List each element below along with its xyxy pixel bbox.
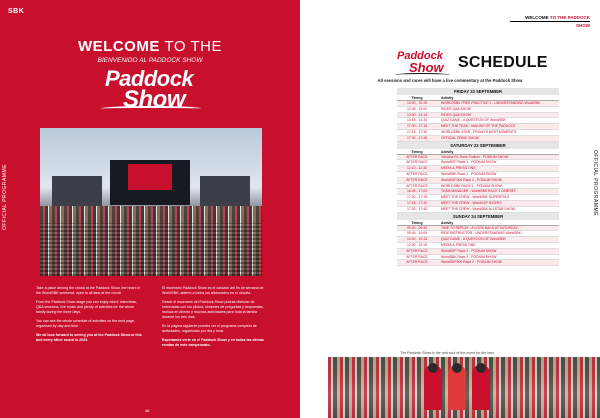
schedule-activity: WORLDSBK STAR - FRIDAY'S BEST MOMENTS [441,129,517,134]
schedule-activity: MEET THE CREW - WorldSBK SUPERPOLE [441,195,510,200]
schedule-activity: RIDE INSTRUCTOR - UNDERSTANDING WorldSBK [441,231,522,236]
schedule-time: AFTER RACE [406,248,428,253]
side-tab: OFFICIAL PROGRAMME [592,150,598,217]
schedule-activity: TEAM MANAGER - WorldSBK RACE 1 DEBRIEF [441,189,516,194]
schedule-time: 09:45 - 10:00 [407,231,427,236]
schedule-time: 16:45 - 17:00 [407,189,427,194]
schedule-row [397,260,559,266]
side-tab: OFFICIAL PROGRAMME [2,163,8,230]
schedule-table [397,88,559,266]
activity-header: Activity [441,149,454,154]
schedule-activity: MEDIA & PRESS ONE [441,242,476,247]
schedule-time: 17:00 - 17:15 [407,124,427,129]
schedule-activity: WorldSSP300 Race 1 - PODIUM SHOW [441,177,502,182]
welcome-subtitle: BIENVENIDO AL PADDOCK SHOW [97,57,203,64]
welcome-heading [0,38,300,64]
activity-header: Activity [441,220,454,225]
schedule-time: AFTER RACE [406,260,428,265]
schedule-subtitle: All sessions and races will have a live commentary at the Paddock Show [377,78,523,83]
welcome-title: WELCOME [78,38,160,55]
schedule-activity: MEET THE CREW - WorldSBK ALLSTAR SHOW [441,206,515,211]
schedule-time: 17:15 - 17:30 [407,129,427,134]
schedule-time: AFTER RACE [406,177,428,182]
schedule-time: 12:00 - 12:15 [407,242,427,247]
schedule-activity: TIME TO REPLAY - A LOOK BACK AT SATURDAY [441,225,518,230]
page-number: 46 [145,408,150,413]
schedule-time: AFTER RACE [406,183,428,188]
schedule-time: 17:30 - 17:45 [407,206,427,211]
schedule-time: AFTER RACE [406,160,428,165]
schedule-title: SCHEDULE [458,54,548,71]
activity-header: Activity [441,96,454,100]
welcome-to: TO THE [164,38,222,55]
schedule-time: 13:00 - 13:15 [407,112,427,117]
schedule-activity: QUIZ GAME - A QUESTION OF WorldSBK [441,118,506,123]
schedule-time: 17:30 - 17:45 [407,135,427,140]
schedule-activity: WORLDSBK FREE PRACTICE 1 - UNDERSTANDING WorldSBK [441,101,541,105]
schedule-time: AFTER RACE [406,254,428,259]
timing-header: Timing [411,149,423,154]
schedule-activity: QUIZ GAME - A QUESTION OF WorldSBK [441,237,506,242]
schedule-activity: WorldSBK Race 1 - PODIUM SHOW [441,171,497,176]
schedule-activity: Yamaha R1 Race Podium - PODIUM SHOW [441,154,509,159]
schedule-time: AFTER RACE [406,171,428,176]
schedule-activity: MEET THE TEAM - MAKING OF THE PADDOCK [441,124,516,129]
paddock-show-logo: Paddock Show [105,66,200,114]
day-header: SATURDAY 23 SEPTEMBER [397,142,559,149]
schedule-time: 12:45 - 13:00 [407,106,427,111]
schedule-activity: WorldSBK Race 2 - PODIUM SHOW [441,254,497,259]
schedule-activity: WorldSSP300 Race 2 - PODIUM SHOW [441,260,502,265]
schedule-activity: WORLDSBK RACE 1 - PODIUM SHOW [441,183,502,188]
schedule-activity: OFFICIAL DRIVE SHOW [441,135,479,140]
riders-photo [328,357,600,418]
schedule-time: 13:15 - 13:30 [407,118,427,123]
spanish-text-column: El escenario Paddock Show es el corazón del fin de semana de WorldSBK, abierto a todos los aficionados en el circuito. Desde el escenario del Paddock Show podrás disfrutar de entrevistas con los pilotos, sesiones de preguntas y respuestas, música en directo y muchas actividades para toda la familia durante los tres días. En la página siguiente puedes ver el programa completo de actividades, organizado por día y hora. Esperamos verte en el Paddock Show y en todas las demás rondas de este campeonato. [162,286,264,347]
english-text-column: Take a place among the crowd at the Paddock Show, the heart of the WorldSBK weekend, open to all fans at the circuit. From the Paddock Show stage you can enjoy riders' interviews, Q&A sessions, live music and plenty of activities for the whole family during the three days. You can see the whole schedule of activities on the next page, organised by day and time. We all look forward to seeing you at the Paddock Show at this and every other round in 2023. [36,286,142,342]
paddock-show-logo-small: Paddock Show [397,50,457,80]
right-page [300,0,600,418]
sbk-logo: SBK [8,8,25,15]
schedule-activity: RIDER Q&A SHOW [441,106,471,111]
schedule-time: 10:00 - 10:15 [407,237,427,242]
schedule-activity: RIDER Q&A SHOW [441,112,471,117]
schedule-activity: MEDIA & PRESS ONE [441,166,476,171]
running-header: WELCOME TO THE PADDOCK SHOW [510,14,590,22]
schedule-time: AFTER RACE [406,154,428,159]
day-header: SUNDAY 24 SEPTEMBER [397,213,559,220]
schedule-activity: MEET THE CREW - WorldSSP RIDERS [441,200,502,205]
schedule-time: 12:10 - 12:30 [407,166,427,171]
day-header: FRIDAY 22 SEPTEMBER [397,88,559,95]
timing-header: Timing [411,220,423,225]
schedule-activity: WorldSSP Race 2 - PODIUM SHOW [441,248,497,253]
timing-header: Timing [411,96,423,100]
schedule-time: 17:15 - 17:30 [407,200,427,205]
schedule-time: 10:30 - 10:45 [407,101,427,105]
schedule-activity: WorldSSP Race 1 - PODIUM SHOW [441,160,497,165]
photo-caption: The Paddock Show is the real soul of the event for the fans [400,351,495,355]
schedule-time: 09:30 - 09:45 [407,225,427,230]
crowd-photo [40,128,262,276]
schedule-time: 17:00 - 17:15 [407,195,427,200]
